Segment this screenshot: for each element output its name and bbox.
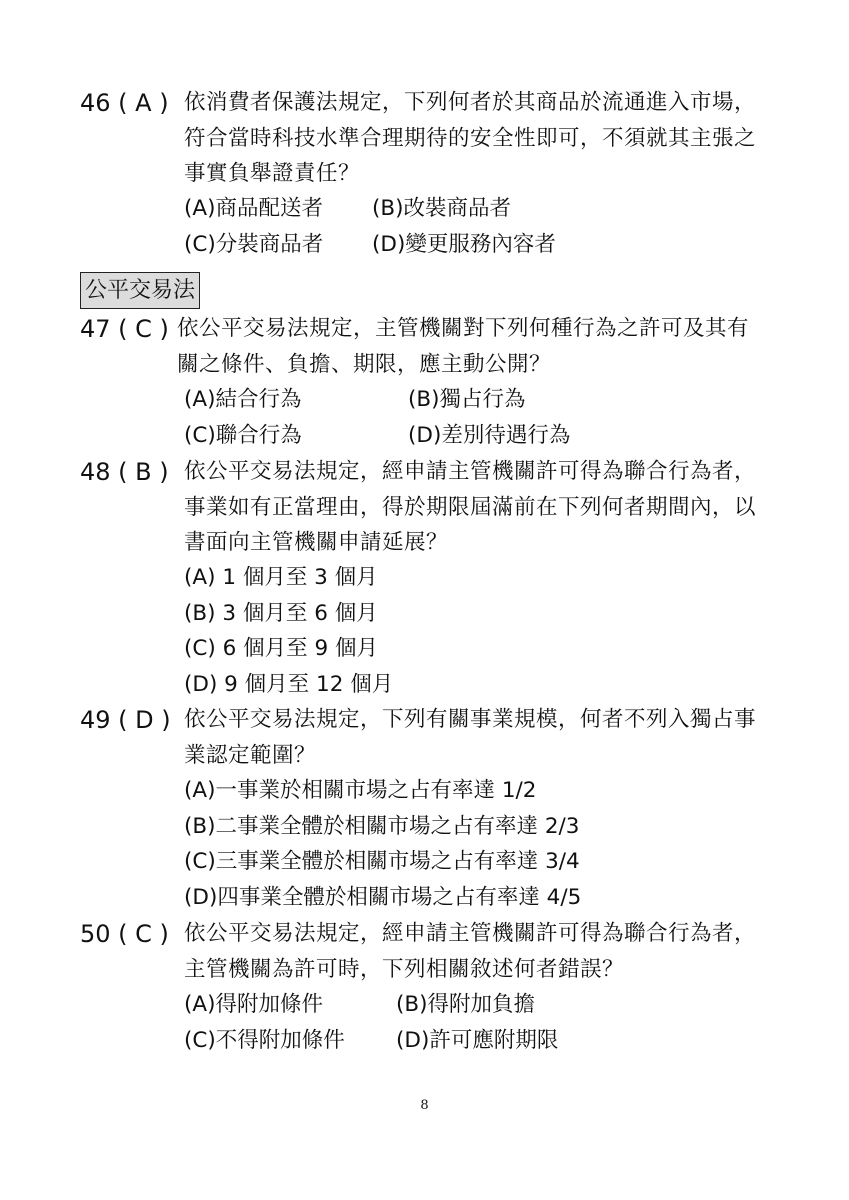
option-a: (A) 1 個月至 3 個月: [184, 565, 378, 590]
question-text: [184, 702, 784, 773]
option-a: (A)一事業於相關市場之占有率達 1/2: [184, 778, 537, 803]
option-b: (B) 3 個月至 6 個月: [184, 601, 378, 626]
option-b: (B)得附加負擔: [396, 992, 536, 1017]
option-b: (B)獨占行為: [408, 387, 526, 412]
question-line: 事實負舉證責任？: [184, 161, 361, 186]
question-line: 業認定範圍？: [184, 742, 317, 768]
option-c: (C)不得附加條件: [184, 1028, 345, 1053]
question-number: 49 ( D ): [80, 706, 171, 734]
question-line: 事業如有正當理由，得於期限屆滿前在下列何者期間內，以: [184, 494, 757, 520]
question-text: [177, 311, 777, 382]
question-line: 依公平交易法規定，經申請主管機關許可得為聯合行為者，: [184, 459, 757, 484]
option-d: (D)許可應附期限: [396, 1028, 559, 1053]
question-line: 依公平交易法規定，主管機關對下列何種行為之許可及其有: [177, 316, 750, 341]
question-number: 50 ( C ): [80, 920, 169, 948]
question-line: 依消費者保護法規定，下列何者於其商品於流通進入市場，: [184, 90, 757, 115]
option-c: (C) 6 個月至 9 個月: [184, 636, 378, 661]
page-number: 8: [420, 1098, 429, 1113]
section-header: 公平交易法: [80, 272, 200, 309]
question-line: 書面向主管機關申請延展？: [184, 530, 449, 555]
question-line: 符合當時科技水準合理期待的安全性即可，不須就其主張之: [184, 125, 757, 151]
question-text: [184, 85, 784, 192]
question-number: 47 ( C ): [80, 315, 169, 343]
question-line: 關之條件、負擔、期限，應主動公開？: [177, 351, 552, 377]
question-number: 46 ( A ): [80, 89, 169, 117]
option-d: (D) 9 個月至 12 個月: [184, 672, 394, 697]
question-number: 48 ( B ): [80, 458, 169, 486]
option-b: (B)改裝商品者: [372, 196, 512, 221]
option-a: (A)商品配送者: [184, 196, 323, 221]
option-c: (C)三事業全體於相關市場之占有率達 3/4: [184, 849, 580, 874]
option-a: (A)得附加條件: [184, 992, 323, 1017]
question-text: [184, 454, 784, 561]
option-c: (C)聯合行為: [184, 423, 302, 448]
question-line: 主管機關為許可時，下列相關敘述何者錯誤？: [184, 956, 625, 982]
option-d: (D)四事業全體於相關市場之占有率達 4/5: [184, 885, 582, 910]
option-b: (B)二事業全體於相關市場之占有率達 2/3: [184, 814, 580, 839]
option-d: (D)變更服務內容者: [372, 232, 556, 257]
option-d: (D)差別待遇行為: [408, 423, 571, 448]
option-a: (A)結合行為: [184, 387, 302, 412]
option-c: (C)分裝商品者: [184, 232, 324, 257]
question-line: 依公平交易法規定，下列有關事業規模，何者不列入獨占事: [184, 707, 757, 732]
question-line: 依公平交易法規定，經申請主管機關許可得為聯合行為者，: [184, 921, 757, 946]
question-text: [184, 916, 784, 987]
